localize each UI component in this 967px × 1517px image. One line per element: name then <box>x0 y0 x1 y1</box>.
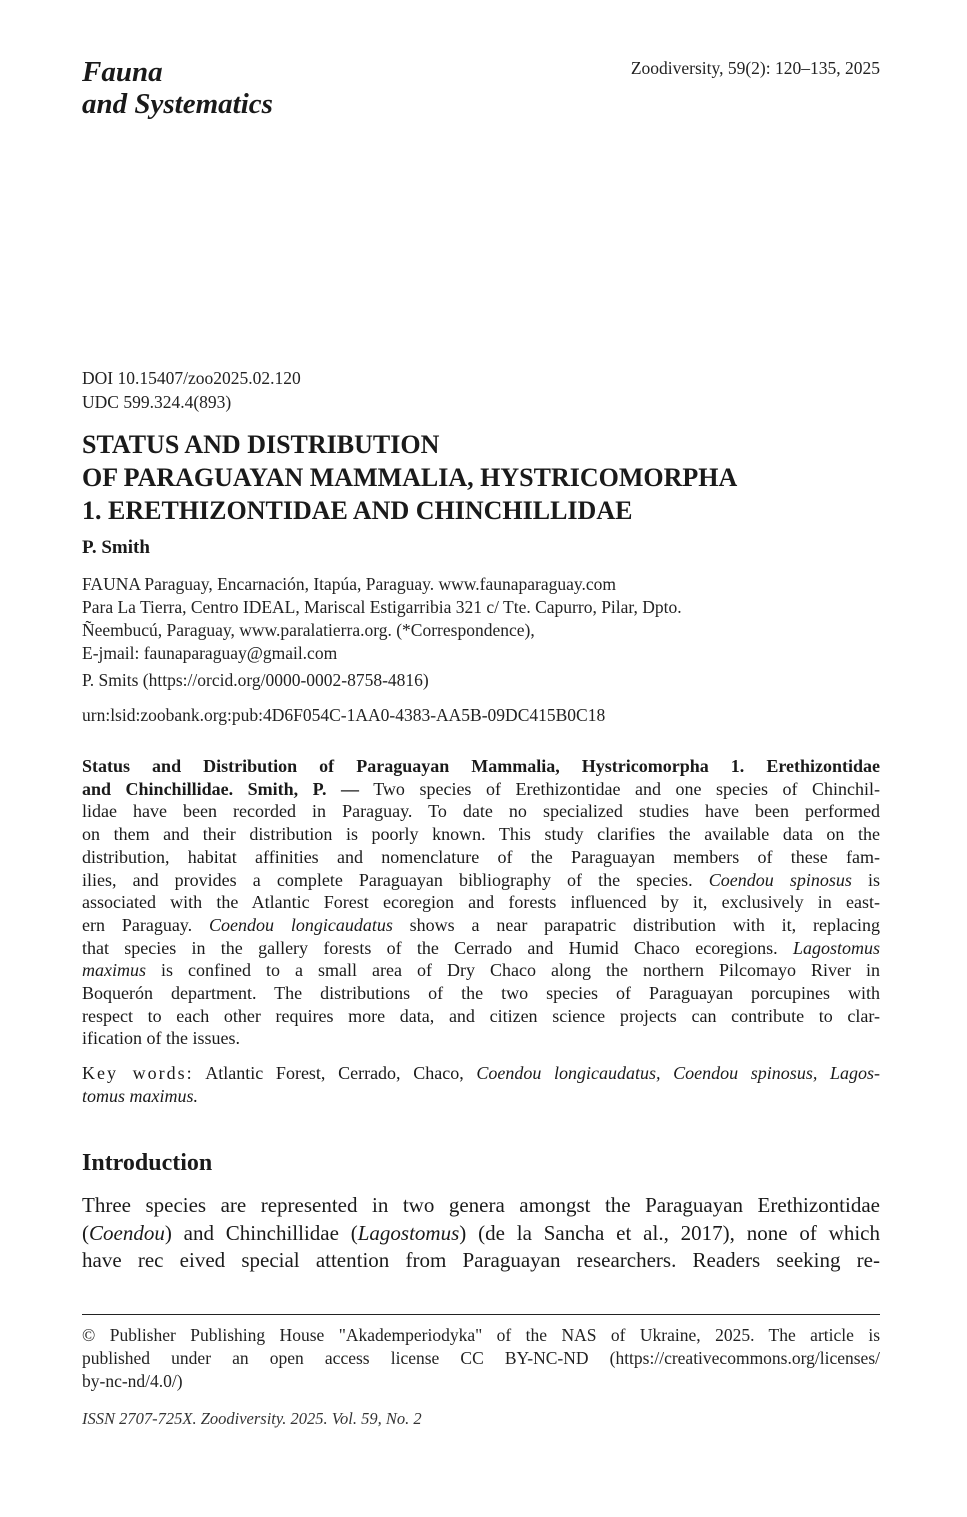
footnote-divider <box>82 1314 880 1315</box>
abstract-text: shows a near parapatric distribution with it, replacing <box>392 914 880 935</box>
abstract-line: lidae have been recorded in Paraguay. To date no specialized studies have been performed <box>82 801 880 822</box>
abstract-text: Two species of Erethizontidae and one species of Chinchil- <box>359 778 880 799</box>
abstract-bold-text: Status and Distribution of Paraguayan Mammalia, Hystricomorpha 1. Erethizontidae <box>82 756 880 776</box>
abstract-line <box>82 869 880 892</box>
intro-text: ( <box>82 1220 89 1245</box>
issn-footer: ISSN 2707-725X. Zoodiversity. 2025. Vol. 59, No. 2 <box>82 1409 422 1428</box>
species-name: Lagostomus <box>792 937 880 958</box>
abstract-text: ern Paraguay. <box>82 914 209 935</box>
keywords <box>82 1062 880 1107</box>
intro-line <box>82 1220 880 1248</box>
license-line: by-nc-nd/4.0/) <box>82 1371 183 1391</box>
abstract-bold-text: and Chinchillidae. Smith, P. — <box>82 778 359 799</box>
intro-text: ) (de la Sancha et al., 2017), none of which <box>459 1220 880 1245</box>
keywords-label: Key words: <box>82 1063 194 1083</box>
introduction-heading: Introduction <box>82 1150 213 1176</box>
title-line: 1. ERETHIZONTIDAE AND CHINCHILLIDAE <box>82 496 633 525</box>
intro-line: have rec eived special attention from Paraguayan researchers. Readers seeking re- <box>82 1248 880 1272</box>
abstract-text: is <box>851 869 880 890</box>
abstract-text: ilies, and provides a complete Paraguayan bibliography of the species. <box>82 869 709 890</box>
affiliation-line: Ñeembucú, Paraguay, www.paralatierra.org. (*Correspondence), <box>82 620 535 640</box>
author-name: P. Smith <box>82 537 150 558</box>
keywords-species: Coendou longicaudatus, Coendou spinosus, Lagos- <box>476 1063 880 1083</box>
section-title-line: Fauna <box>82 56 163 88</box>
abstract-text: is confined to a small area of Dry Chaco along the northern Pilcomayo River in <box>146 960 880 981</box>
title-line: STATUS AND DISTRIBUTION <box>82 430 440 459</box>
abstract-line: ification of the issues. <box>82 1028 240 1049</box>
keywords-line <box>82 1085 880 1108</box>
genus-name: Coendou <box>89 1220 165 1245</box>
species-name: Coendou spinosus <box>708 869 852 890</box>
intro-line: Three species are represented in two genera amongst the Paraguayan Erethizontidae <box>82 1193 880 1217</box>
license-notice <box>82 1324 880 1393</box>
abstract-line <box>82 755 880 778</box>
article-page <box>82 0 880 1517</box>
keywords-text: Atlantic Forest, Cerrado, Chaco, <box>193 1063 477 1083</box>
keywords-line <box>82 1062 880 1085</box>
abstract-line: on them and their distribution is poorly known. This study clarifies the available data on the <box>82 824 880 845</box>
journal-reference: Zoodiversity, 59(2): 120–135, 2025 <box>630 58 880 78</box>
species-name: maximus <box>82 960 146 981</box>
genus-name: Lagostomus <box>357 1220 460 1245</box>
affiliation-line: Para La Tierra, Centro IDEAL, Mariscal Estigarribia 321 c/ Tte. Capurro, Pilar, Dpto. <box>82 597 682 617</box>
abstract-line: Boquerón department. The distributions of the two species of Paraguayan porcupines with <box>82 983 880 1004</box>
journal-section-title <box>82 56 273 120</box>
affiliation-line: E-jmail: faunaparaguay@gmail.com <box>82 643 338 663</box>
affiliation-line: FAUNA Paraguay, Encarnación, Itapúa, Paraguay. www.faunaparaguay.com <box>82 574 617 594</box>
abstract-text: that species in the gallery forests of the Cerrado and Humid Chaco ecoregions. <box>82 937 793 958</box>
orcid-line: P. Smits (https://orcid.org/0000-0002-8758-4816) <box>82 670 429 690</box>
intro-text: ) and Chinchillidae ( <box>164 1220 358 1245</box>
article-identifiers <box>82 366 301 414</box>
abstract-line: associated with the Atlantic Forest ecoregion and forests influenced by it, exclusively in east- <box>82 892 880 913</box>
abstract-line <box>82 937 880 960</box>
license-line: published under an open access license CC BY-NC-ND (https://creativecommons.org/licenses/ <box>82 1348 880 1368</box>
author-affiliation <box>82 573 682 665</box>
abstract-line: distribution, habitat affinities and nomenclature of the Paraguayan members of these fam- <box>82 846 880 867</box>
abstract-line <box>82 959 880 982</box>
introduction-text <box>82 1192 880 1275</box>
title-line: OF PARAGUAYAN MAMMALIA, HYSTRICOMORPHA <box>82 463 738 492</box>
keywords-species: tomus maximus. <box>82 1085 198 1106</box>
section-title-line: and Systematics <box>82 88 273 120</box>
doi-text: DOI 10.15407/zoo2025.02.120 <box>82 368 301 388</box>
abstract-line: respect to each other requires more data, and citizen science projects can contribute to clar- <box>82 1005 880 1026</box>
abstract-line <box>82 914 880 937</box>
zoobank-lsid: urn:lsid:zoobank.org:pub:4D6F054C-1AA0-4383-AA5B-09DC415B0C18 <box>82 705 606 725</box>
license-line: © Publisher Publishing House "Akademperiodyka" of the NAS of Ukraine, 2025. The article is <box>82 1325 880 1345</box>
abstract-line <box>82 778 880 801</box>
species-name: Coendou longicaudatus <box>208 914 393 935</box>
udc-text: UDC 599.324.4(893) <box>82 392 232 412</box>
article-title <box>82 428 737 527</box>
abstract <box>82 755 880 1050</box>
